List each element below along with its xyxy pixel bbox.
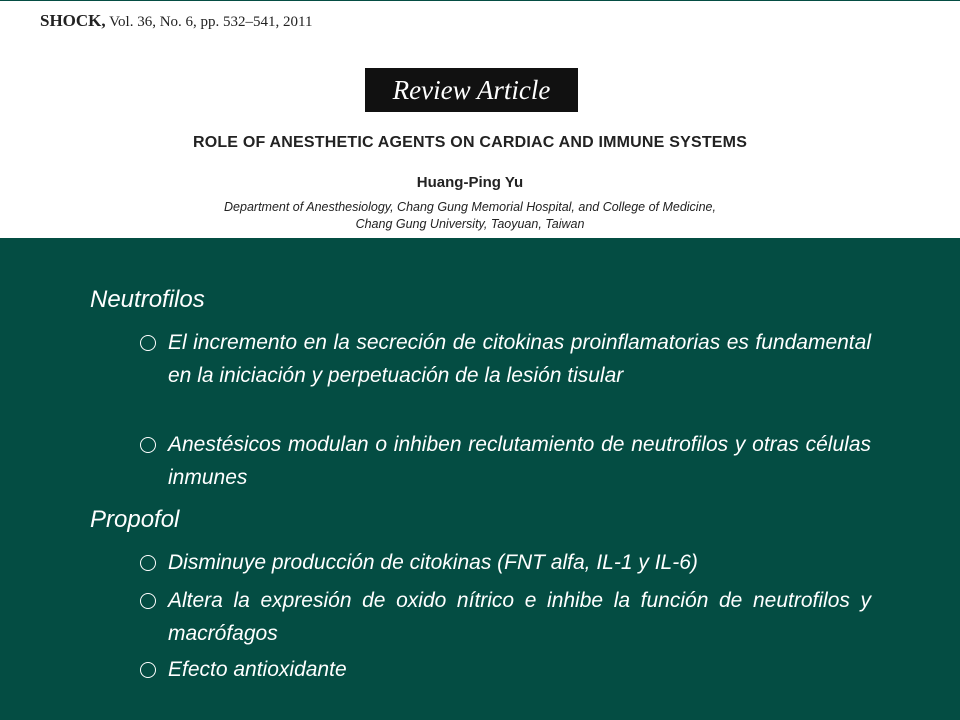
circle-bullet-icon xyxy=(140,555,156,571)
circle-bullet-icon xyxy=(140,662,156,678)
bullet-text: Altera la expresión de oxido nítrico e inhibe la función de neutrofilos y macrófagos xyxy=(168,589,871,645)
author-affiliation-line2: Chang Gung University, Taoyuan, Taiwan xyxy=(355,217,585,231)
bullet-text: Anestésicos modulan o inhiben reclutamiento de neutrofilos y otras células inmunes xyxy=(168,433,871,489)
circle-bullet-icon xyxy=(140,335,156,351)
bullet-text: El incremento en la secreción de citokinas proinflamatorias es fundamental en la iniciación y perpetuación de la lesión tisular xyxy=(168,331,871,387)
journal-name: SHOCK, xyxy=(40,11,106,30)
bullet-item xyxy=(168,653,871,686)
bullet-item xyxy=(168,326,871,392)
journal-citation xyxy=(40,11,312,31)
circle-bullet-icon xyxy=(140,593,156,609)
bullet-item xyxy=(168,546,871,579)
circle-bullet-icon xyxy=(140,437,156,453)
bullet-item xyxy=(168,428,871,494)
citation-details: Vol. 36, No. 6, pp. 532–541, 2011 xyxy=(109,14,313,30)
bullet-text: Disminuye producción de citokinas (FNT alfa, IL-1 y IL-6) xyxy=(168,551,698,574)
bullet-item xyxy=(168,584,871,650)
article-header-image xyxy=(0,0,960,238)
article-author: Huang-Ping Yu xyxy=(416,174,524,191)
author-affiliation-line1: Department of Anesthesiology, Chang Gung Memorial Hospital, and College of Medicine, xyxy=(224,200,716,214)
article-title: ROLE OF ANESTHETIC AGENTS ON CARDIAC AND IMMUNE SYSTEMS xyxy=(192,134,748,151)
bullet-text: Efecto antioxidante xyxy=(168,658,347,681)
section-heading-neutrofilos: Neutrofilos xyxy=(90,286,205,313)
review-article-badge: Review Article xyxy=(365,68,578,112)
section-heading-propofol: Propofol xyxy=(90,506,180,533)
